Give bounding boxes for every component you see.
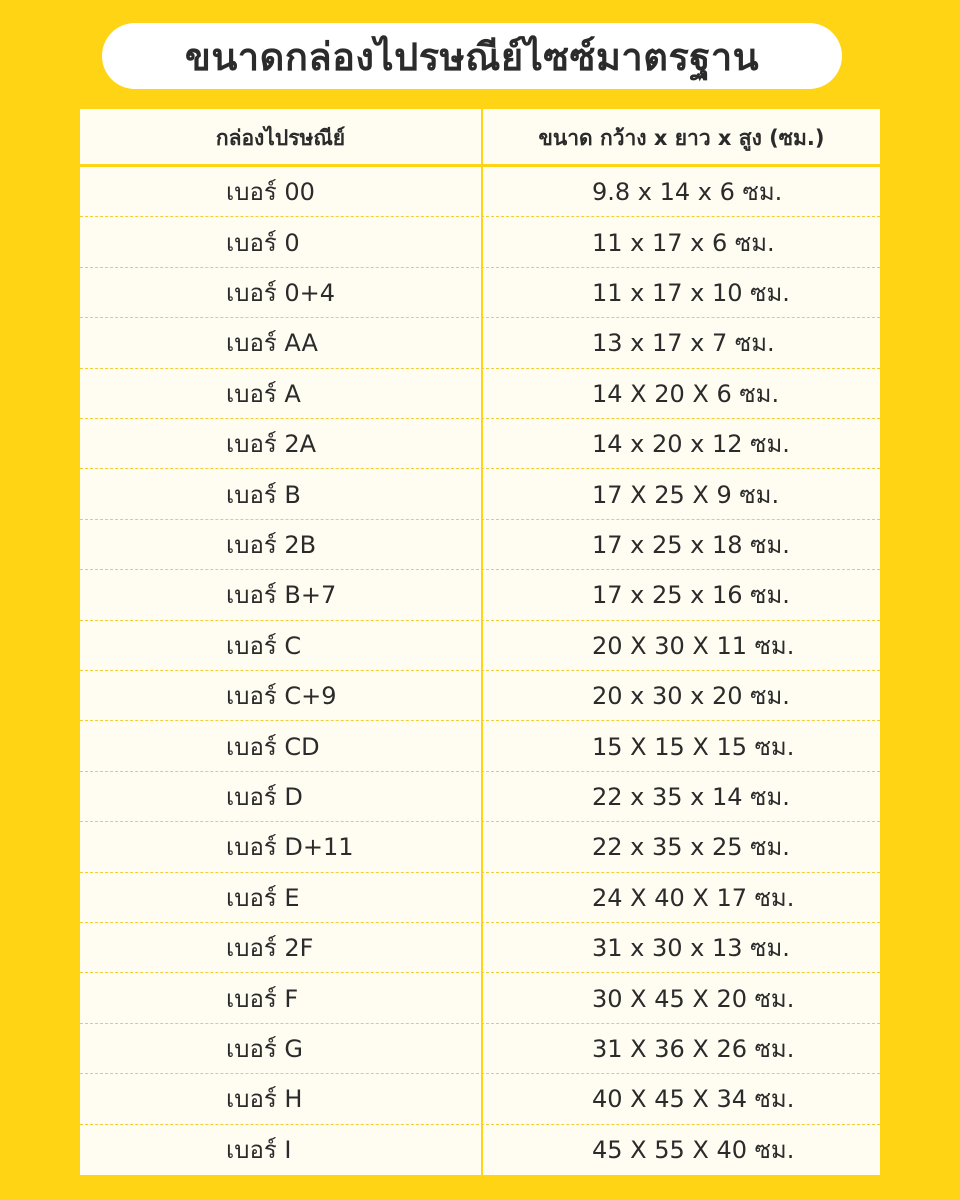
box-name-cell: เบอร์ AA xyxy=(226,329,318,358)
box-dimensions-cell: 30 X 45 X 20 ซม. xyxy=(592,984,795,1013)
table-row xyxy=(80,419,880,469)
box-dimensions-cell: 15 X 15 X 15 ซม. xyxy=(592,732,795,761)
box-name-cell: เบอร์ E xyxy=(226,883,300,912)
box-dimensions-cell: 11 x 17 x 10 ซม. xyxy=(592,278,790,307)
header-box-name: กล่องไปรษณีย์ xyxy=(215,125,346,150)
table-row xyxy=(80,1024,880,1074)
page-title: ขนาดกล่องไปรษณีย์ไซซ์มาตรฐาน xyxy=(184,34,760,79)
box-name-cell: เบอร์ CD xyxy=(226,732,320,761)
table-row xyxy=(80,520,880,570)
box-name-cell: เบอร์ F xyxy=(226,984,299,1013)
box-name-cell: เบอร์ G xyxy=(226,1034,303,1063)
box-dimensions-cell: 22 x 35 x 14 ซม. xyxy=(592,782,790,811)
table-row xyxy=(80,268,880,318)
box-name-cell: เบอร์ 2A xyxy=(226,430,317,459)
box-name-cell: เบอร์ I xyxy=(226,1136,292,1165)
box-name-cell: เบอร์ D+11 xyxy=(226,833,354,862)
table-row xyxy=(80,469,880,519)
box-name-cell: เบอร์ B+7 xyxy=(226,581,337,610)
table-row xyxy=(80,1125,880,1175)
box-name-cell: เบอร์ D xyxy=(226,782,303,811)
table-row xyxy=(80,318,880,368)
box-dimensions-cell: 14 x 20 x 12 ซม. xyxy=(592,430,790,459)
box-name-cell: เบอร์ H xyxy=(226,1085,303,1114)
table-row xyxy=(80,721,880,771)
box-dimensions-cell: 9.8 x 14 x 6 ซม. xyxy=(592,178,783,207)
box-dimensions-cell: 11 x 17 x 6 ซม. xyxy=(592,228,775,257)
table-row xyxy=(80,1074,880,1124)
box-dimensions-cell: 24 X 40 X 17 ซม. xyxy=(592,883,795,912)
box-dimensions-cell: 45 X 55 X 40 ซม. xyxy=(592,1136,795,1165)
box-name-cell: เบอร์ 2F xyxy=(226,934,314,963)
table-row xyxy=(80,772,880,822)
box-name-cell: เบอร์ C+9 xyxy=(226,682,337,711)
box-dimensions-cell: 14 X 20 X 6 ซม. xyxy=(592,379,780,408)
table-row xyxy=(80,873,880,923)
title-banner xyxy=(102,23,842,89)
table-row xyxy=(80,167,880,217)
box-dimensions-cell: 20 x 30 x 20 ซม. xyxy=(592,682,790,711)
box-name-cell: เบอร์ B xyxy=(226,480,301,509)
box-dimensions-cell: 31 x 30 x 13 ซม. xyxy=(592,934,790,963)
box-name-cell: เบอร์ C xyxy=(226,631,302,660)
box-dimensions-cell: 22 x 35 x 25 ซม. xyxy=(592,833,790,862)
box-name-cell: เบอร์ 0 xyxy=(226,228,300,257)
box-dimensions-cell: 17 X 25 X 9 ซม. xyxy=(592,480,780,509)
box-dimensions-cell: 17 x 25 x 18 ซม. xyxy=(592,530,790,559)
box-name-cell: เบอร์ 0+4 xyxy=(226,278,336,307)
box-dimensions-cell: 13 x 17 x 7 ซม. xyxy=(592,329,775,358)
box-dimensions-cell: 17 x 25 x 16 ซม. xyxy=(592,581,790,610)
table-row xyxy=(80,217,880,267)
table-body xyxy=(80,167,880,1175)
table-row xyxy=(80,570,880,620)
table-row xyxy=(80,621,880,671)
box-dimensions-cell: 40 X 45 X 34 ซม. xyxy=(592,1085,795,1114)
table-row xyxy=(80,369,880,419)
box-name-cell: เบอร์ 00 xyxy=(226,178,315,207)
box-dimensions-cell: 31 X 36 X 26 ซม. xyxy=(592,1034,795,1063)
table-header xyxy=(80,109,880,167)
box-dimensions-cell: 20 X 30 X 11 ซม. xyxy=(592,631,795,660)
table-row xyxy=(80,671,880,721)
table-row xyxy=(80,822,880,872)
box-size-table xyxy=(80,109,880,1175)
table-row xyxy=(80,923,880,973)
box-name-cell: เบอร์ A xyxy=(226,379,301,408)
table-row xyxy=(80,973,880,1023)
box-name-cell: เบอร์ 2B xyxy=(226,530,317,559)
header-box-dimensions: ขนาด กว้าง x ยาว x สูง (ซม.) xyxy=(538,125,825,150)
